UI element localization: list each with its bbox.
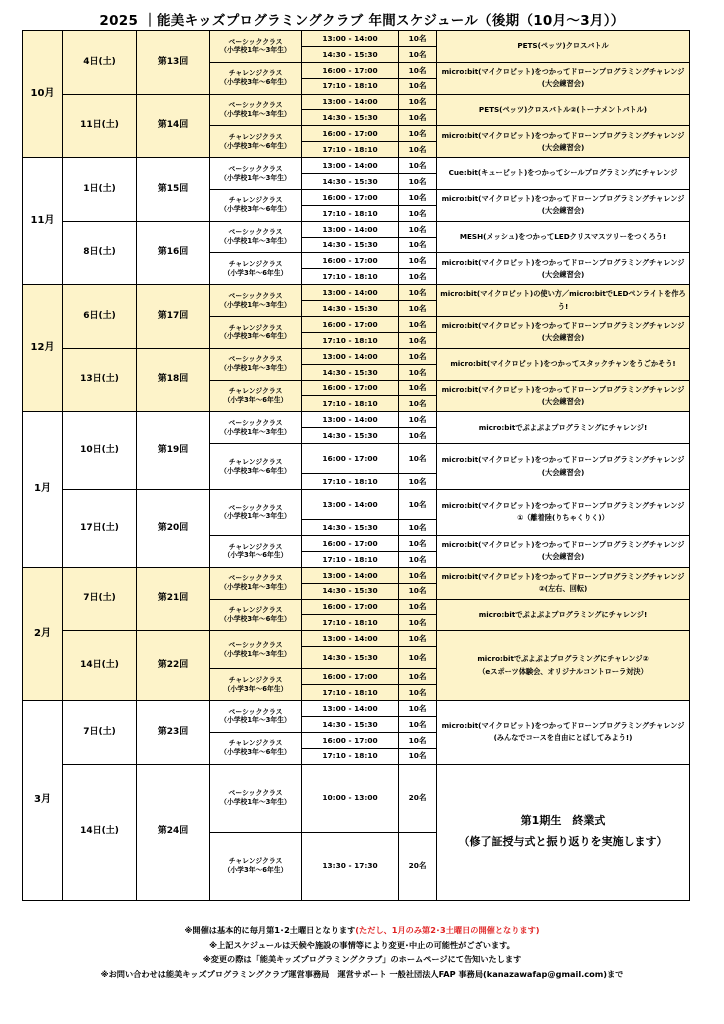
capacity: 10名: [399, 174, 437, 190]
capacity: 10名: [399, 142, 437, 158]
class-name: チャレンジクラス （小学3年～6年生）: [210, 535, 302, 567]
capacity: 10名: [399, 269, 437, 285]
capacity: 10名: [399, 253, 437, 269]
class-name: チャレンジクラス （小学校3年～6年生）: [210, 62, 302, 94]
capacity: 10名: [399, 520, 437, 536]
class-name: ベーシッククラス （小学校1年～3年生）: [210, 158, 302, 190]
capacity: 10名: [399, 237, 437, 253]
time-slot: 16:00 - 17:00: [302, 253, 399, 269]
time-slot: 17:10 - 18:10: [302, 615, 399, 631]
session-content: Cue:bit(キュービット)をつかってシールプログラミングにチャレンジ: [437, 158, 690, 190]
capacity: 20名: [399, 832, 437, 900]
time-slot: 14:30 - 15:30: [302, 583, 399, 599]
schedule-table: [22, 30, 690, 901]
capacity: 10名: [399, 551, 437, 567]
capacity: 10名: [399, 189, 437, 205]
time-slot: 16:00 - 17:00: [302, 126, 399, 142]
time-slot: 14:30 - 15:30: [302, 520, 399, 536]
capacity: 10名: [399, 221, 437, 237]
class-name: ベーシッククラス （小学校1年～3年生）: [210, 31, 302, 63]
time-slot: 13:00 - 14:00: [302, 31, 399, 47]
class-name: チャレンジクラス （小学3年～6年生）: [210, 832, 302, 900]
time-slot: 16:00 - 17:00: [302, 732, 399, 748]
capacity: 10名: [399, 732, 437, 748]
capacity: 10名: [399, 748, 437, 764]
time-slot: 13:30 - 17:30: [302, 832, 399, 900]
time-slot: 16:00 - 17:00: [302, 669, 399, 685]
class-name: ベーシッククラス （小学校1年～3年生）: [210, 348, 302, 380]
class-name: ベーシッククラス （小学校1年～3年生）: [210, 490, 302, 536]
time-slot: 16:00 - 17:00: [302, 189, 399, 205]
time-slot: 10:00 - 13:00: [302, 764, 399, 832]
session-content: micro:bit(マイクロビット)をつかってドローンプログラミングチャレンジ(大会練習会): [437, 380, 690, 412]
time-slot: 13:00 - 14:00: [302, 567, 399, 583]
time-slot: 14:30 - 15:30: [302, 174, 399, 190]
table-row: [23, 631, 690, 647]
contact-note: ※お問い合わせは能美キッズプログラミングクラブ運営事務局 運営サポート 一般社団法人FAP 事務局(kanazawafap@gmail.com)まで: [100, 968, 624, 979]
class-name: チャレンジクラス （小学3年～6年生）: [210, 380, 302, 412]
session-content: micro:bit(マイクロビット)をつかってドローンプログラミングチャレンジ(大会練習会): [437, 444, 690, 490]
time-slot: 16:00 - 17:00: [302, 380, 399, 396]
session-date: 7日(土): [63, 567, 137, 631]
time-slot: 16:00 - 17:00: [302, 535, 399, 551]
capacity: 10名: [399, 285, 437, 301]
capacity: 10名: [399, 158, 437, 174]
capacity: 20名: [399, 764, 437, 832]
session-content: micro:bit(マイクロビット)をつかってドローンプログラミングチャレンジ(みんなでコースを自由にとばしてみよう!): [437, 700, 690, 764]
page-title: 2025 ｜能美キッズプログラミングクラブ 年間スケジュール（後期（10月～3月））: [99, 13, 625, 29]
table-row: [23, 764, 690, 832]
capacity: 10名: [399, 94, 437, 110]
table-row: [23, 221, 690, 237]
session-content: micro:bit(マイクロビット)をつかってドローンプログラミングチャレンジ(大会練習会): [437, 62, 690, 94]
capacity: 10名: [399, 583, 437, 599]
time-slot: 14:30 - 15:30: [302, 301, 399, 317]
time-slot: 14:30 - 15:30: [302, 428, 399, 444]
capacity: 10名: [399, 716, 437, 732]
capacity: 10名: [399, 685, 437, 701]
capacity: 10名: [399, 428, 437, 444]
class-name: チャレンジクラス （小学3年～6年生）: [210, 253, 302, 285]
class-name: ベーシッククラス （小学校1年～3年生）: [210, 221, 302, 253]
class-name: チャレンジクラス （小学校3年～6年生）: [210, 599, 302, 631]
note-line: ※開催は基本的に毎月第1･2土曜日となります(ただし、1月のみ第2･3土曜日の開催となります): [184, 925, 540, 935]
session-round: 第21回: [137, 567, 210, 631]
session-content: micro:bitでぷよぷよプログラミングにチャレンジ!: [437, 599, 690, 631]
capacity: 10名: [399, 700, 437, 716]
class-name: ベーシッククラス （小学校1年～3年生）: [210, 764, 302, 832]
capacity: 10名: [399, 631, 437, 647]
session-round: 第17回: [137, 285, 210, 349]
time-slot: 14:30 - 15:30: [302, 110, 399, 126]
footer-notes: [0, 923, 724, 981]
time-slot: 17:10 - 18:10: [302, 396, 399, 412]
time-slot: 17:10 - 18:10: [302, 78, 399, 94]
time-slot: 17:10 - 18:10: [302, 551, 399, 567]
note-highlight: (ただし、1月のみ第2･3土曜日の開催となります): [355, 925, 540, 935]
capacity: 10名: [399, 46, 437, 62]
time-slot: 17:10 - 18:10: [302, 748, 399, 764]
capacity: 10名: [399, 205, 437, 221]
time-slot: 13:00 - 14:00: [302, 631, 399, 647]
session-round: 第24回: [137, 764, 210, 900]
capacity: 10名: [399, 62, 437, 78]
table-row: [23, 158, 690, 174]
session-content: micro:bit(マイクロビット)の使い方／micro:bitでLEDペンライトを作ろう!: [437, 285, 690, 317]
session-round: 第23回: [137, 700, 210, 764]
time-slot: 17:10 - 18:10: [302, 332, 399, 348]
capacity: 10名: [399, 599, 437, 615]
class-name: ベーシッククラス （小学校1年～3年生）: [210, 285, 302, 317]
session-date: 1日(土): [63, 158, 137, 222]
time-slot: 17:10 - 18:10: [302, 685, 399, 701]
table-row: [23, 567, 690, 583]
month-label: 10月: [23, 31, 63, 158]
session-date: 4日(土): [63, 31, 137, 95]
capacity: 10名: [399, 615, 437, 631]
capacity: 10名: [399, 567, 437, 583]
time-slot: 16:00 - 17:00: [302, 444, 399, 474]
month-label: 2月: [23, 567, 63, 700]
session-date: 14日(土): [63, 631, 137, 701]
class-name: チャレンジクラス （小学校3年～6年生）: [210, 444, 302, 490]
capacity: 10名: [399, 444, 437, 474]
session-content: micro:bit(マイクロビット)をつかってドローンプログラミングチャレンジ(大会練習会): [437, 126, 690, 158]
month-label: 11月: [23, 158, 63, 285]
session-round: 第18回: [137, 348, 210, 412]
table-row: [23, 348, 690, 364]
closing-ceremony: 第1期生 終業式 （修了証授与式と振り返りを実施します）: [437, 764, 690, 900]
time-slot: 13:00 - 14:00: [302, 285, 399, 301]
session-date: 11日(土): [63, 94, 137, 158]
capacity: 10名: [399, 317, 437, 333]
month-label: 3月: [23, 700, 63, 900]
capacity: 10名: [399, 669, 437, 685]
time-slot: 13:00 - 14:00: [302, 490, 399, 520]
note-line: ※上記スケジュールは天候や施設の事情等により変更･中止の可能性がございます。: [209, 939, 515, 950]
session-content: micro:bit(マイクロビット)をつかってドローンプログラミングチャレンジ(大会練習会): [437, 317, 690, 349]
session-round: 第14回: [137, 94, 210, 158]
session-content: micro:bit(マイクロビット)をつかってスタックチャンをうごかそう!: [437, 348, 690, 380]
capacity: 10名: [399, 126, 437, 142]
table-row: [23, 94, 690, 110]
time-slot: 14:30 - 15:30: [302, 46, 399, 62]
capacity: 10名: [399, 364, 437, 380]
time-slot: 16:00 - 17:00: [302, 62, 399, 78]
time-slot: 14:30 - 15:30: [302, 237, 399, 253]
time-slot: 13:00 - 14:00: [302, 158, 399, 174]
time-slot: 17:10 - 18:10: [302, 142, 399, 158]
session-date: 8日(土): [63, 221, 137, 285]
session-content: MESH(メッシュ)をつかってLEDクリスマスツリーをつくろう!: [437, 221, 690, 253]
time-slot: 14:30 - 15:30: [302, 647, 399, 669]
time-slot: 17:10 - 18:10: [302, 205, 399, 221]
capacity: 10名: [399, 647, 437, 669]
session-date: 7日(土): [63, 700, 137, 764]
session-date: 10日(土): [63, 412, 137, 490]
table-row: [23, 700, 690, 716]
session-content: PETS(ペッツ)クロスバトル②(トーナメントバトル): [437, 94, 690, 126]
table-row: [23, 285, 690, 301]
session-date: 17日(土): [63, 490, 137, 568]
class-name: チャレンジクラス （小学校3年～6年生）: [210, 732, 302, 764]
class-name: チャレンジクラス （小学校3年～6年生）: [210, 126, 302, 158]
session-content: micro:bit(マイクロビット)をつかってドローンプログラミングチャレンジ(大会練習会): [437, 535, 690, 567]
time-slot: 17:10 - 18:10: [302, 474, 399, 490]
capacity: 10名: [399, 110, 437, 126]
session-round: 第13回: [137, 31, 210, 95]
time-slot: 13:00 - 14:00: [302, 348, 399, 364]
session-round: 第16回: [137, 221, 210, 285]
note-line: ※変更の際は「能美キッズプログラミングクラブ」のホームページにて告知いたします: [202, 954, 522, 964]
capacity: 10名: [399, 348, 437, 364]
session-content: micro:bit(マイクロビット)をつかってドローンプログラミングチャレンジ①（離着陸(りちゃくりく)）: [437, 490, 690, 536]
session-date: 14日(土): [63, 764, 137, 900]
table-row: [23, 31, 690, 47]
time-slot: 17:10 - 18:10: [302, 269, 399, 285]
time-slot: 14:30 - 15:30: [302, 716, 399, 732]
class-name: ベーシッククラス （小学校1年～3年生）: [210, 700, 302, 732]
session-content: PETS(ペッツ)クロスバトル: [437, 31, 690, 63]
capacity: 10名: [399, 380, 437, 396]
capacity: 10名: [399, 78, 437, 94]
capacity: 10名: [399, 301, 437, 317]
session-round: 第19回: [137, 412, 210, 490]
capacity: 10名: [399, 474, 437, 490]
table-row: [23, 412, 690, 428]
session-content: micro:bitでぷよぷよプログラミングにチャレンジ!: [437, 412, 690, 444]
session-content: micro:bit(マイクロビット)をつかってドローンプログラミングチャレンジ(大会練習会): [437, 189, 690, 221]
time-slot: 13:00 - 14:00: [302, 94, 399, 110]
class-name: ベーシッククラス （小学校1年～3年生）: [210, 567, 302, 599]
session-round: 第20回: [137, 490, 210, 568]
table-row: [23, 490, 690, 520]
session-content: micro:bit(マイクロビット)をつかってドローンプログラミングチャレンジ(大会練習会): [437, 253, 690, 285]
class-name: ベーシッククラス （小学校1年～3年生）: [210, 631, 302, 669]
capacity: 10名: [399, 490, 437, 520]
time-slot: 14:30 - 15:30: [302, 364, 399, 380]
time-slot: 13:00 - 14:00: [302, 412, 399, 428]
class-name: チャレンジクラス （小学3年～6年生）: [210, 669, 302, 701]
class-name: チャレンジクラス （小学校3年～6年生）: [210, 317, 302, 349]
month-label: 1月: [23, 412, 63, 567]
session-content: micro:bit(マイクロビット)をつかってドローンプログラミングチャレンジ②(左右、回転): [437, 567, 690, 599]
time-slot: 13:00 - 14:00: [302, 700, 399, 716]
month-label: 12月: [23, 285, 63, 412]
time-slot: 16:00 - 17:00: [302, 599, 399, 615]
class-name: ベーシッククラス （小学校1年～3年生）: [210, 412, 302, 444]
capacity: 10名: [399, 396, 437, 412]
class-name: ベーシッククラス （小学校1年～3年生）: [210, 94, 302, 126]
class-name: チャレンジクラス （小学校3年～6年生）: [210, 189, 302, 221]
session-round: 第22回: [137, 631, 210, 701]
capacity: 10名: [399, 412, 437, 428]
session-content: micro:bitでぷよぷよプログラミングにチャレンジ② （eスポーツ体験会、オリジナルコントローラ対決）: [437, 631, 690, 701]
time-slot: 13:00 - 14:00: [302, 221, 399, 237]
capacity: 10名: [399, 332, 437, 348]
session-round: 第15回: [137, 158, 210, 222]
session-date: 6日(土): [63, 285, 137, 349]
capacity: 10名: [399, 535, 437, 551]
time-slot: 16:00 - 17:00: [302, 317, 399, 333]
session-date: 13日(土): [63, 348, 137, 412]
capacity: 10名: [399, 31, 437, 47]
